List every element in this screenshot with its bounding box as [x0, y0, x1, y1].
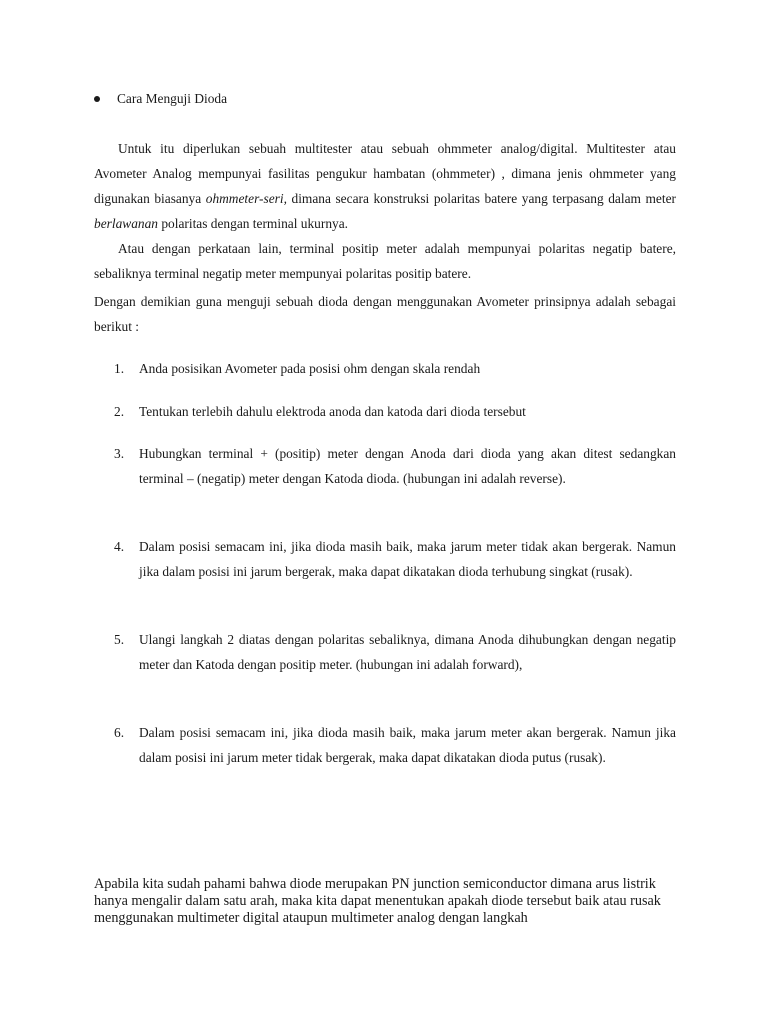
list-item	[94, 534, 676, 584]
bullet-icon	[94, 96, 100, 102]
list-item-number: 6.	[114, 725, 125, 740]
list-item-text: Hubungkan terminal + (positip) meter dengan Anoda dari dioda yang akan ditest sedangkan terminal – (negatip) meter dengan Katoda dioda. (hubungan ini adalah reverse).	[139, 446, 676, 486]
list-item	[94, 441, 676, 491]
list-item	[94, 720, 676, 770]
paragraph-intro-italic2: berlawanan	[94, 216, 158, 231]
list-item-number: 3.	[114, 446, 125, 461]
paragraph-intro-part3: polaritas dengan terminal ukurnya.	[157, 216, 348, 231]
paragraph-intro-part2: dimana secara konstruksi polaritas batere yang terpasang dalam meter	[286, 191, 676, 206]
list-item	[94, 356, 676, 381]
section-heading-text: Cara Menguji Dioda	[117, 91, 228, 106]
list-item-number: 2.	[114, 404, 125, 419]
paragraph-footer: Apabila kita sudah pahami bahwa diode merupakan PN junction semiconductor dimana arus listrik hanya mengalir dalam satu arah, maka kita dapat menentukan apakah diode tersebut baik atau rusak menggunakan multimeter digital ataupun multimeter analog dengan langkah	[94, 876, 661, 926]
list-item-number: 4.	[114, 539, 125, 554]
list-item-text: Tentukan terlebih dahulu elektroda anoda dan katoda dari dioda tersebut	[139, 404, 526, 419]
paragraph-principle: Dengan demikian guna menguji sebuah dioda dengan menggunakan Avometer prinsipnya adalah sebagai berikut :	[94, 294, 676, 334]
list-item-text: Dalam posisi semacam ini, jika dioda masih baik, maka jarum meter tidak akan bergerak. Namun jika dalam posisi ini jarum bergerak, maka dapat dikatakan dioda terhubung singkat (rusak).	[139, 539, 676, 579]
paragraph-polarity: Atau dengan perkataan lain, terminal positip meter adalah mempunyai polaritas negatip batere, sebaliknya terminal negatip meter mempunyai polaritas positip batere.	[94, 241, 676, 281]
list-item-number: 5.	[114, 632, 125, 647]
list-item-number: 1.	[114, 361, 125, 376]
paragraph-intro	[94, 136, 676, 236]
list-item-text: Dalam posisi semacam ini, jika dioda masih baik, maka jarum meter akan bergerak. Namun jika dalam posisi ini jarum meter tidak bergerak, maka dapat dikatakan dioda putus (rusak).	[139, 725, 676, 765]
list-item	[94, 627, 676, 677]
paragraph-intro-italic1: ohmmeter-seri,	[205, 191, 287, 206]
list-item	[94, 399, 676, 424]
paragraph-intro-part1: Untuk itu diperlukan sebuah multitester atau sebuah ohmmeter analog/digital. Multitester atau Avometer Analog mempunyai fasilitas pengukur hambatan (ohmmeter) , dimana jenis ohmmeter yang digunakan biasanya	[94, 141, 676, 206]
list-item-text: Ulangi langkah 2 diatas dengan polaritas sebaliknya, dimana Anoda dihubungkan dengan negatip meter dan Katoda dengan positip meter. (hubungan ini adalah forward),	[139, 632, 676, 672]
list-item-text: Anda posisikan Avometer pada posisi ohm dengan skala rendah	[139, 361, 481, 376]
